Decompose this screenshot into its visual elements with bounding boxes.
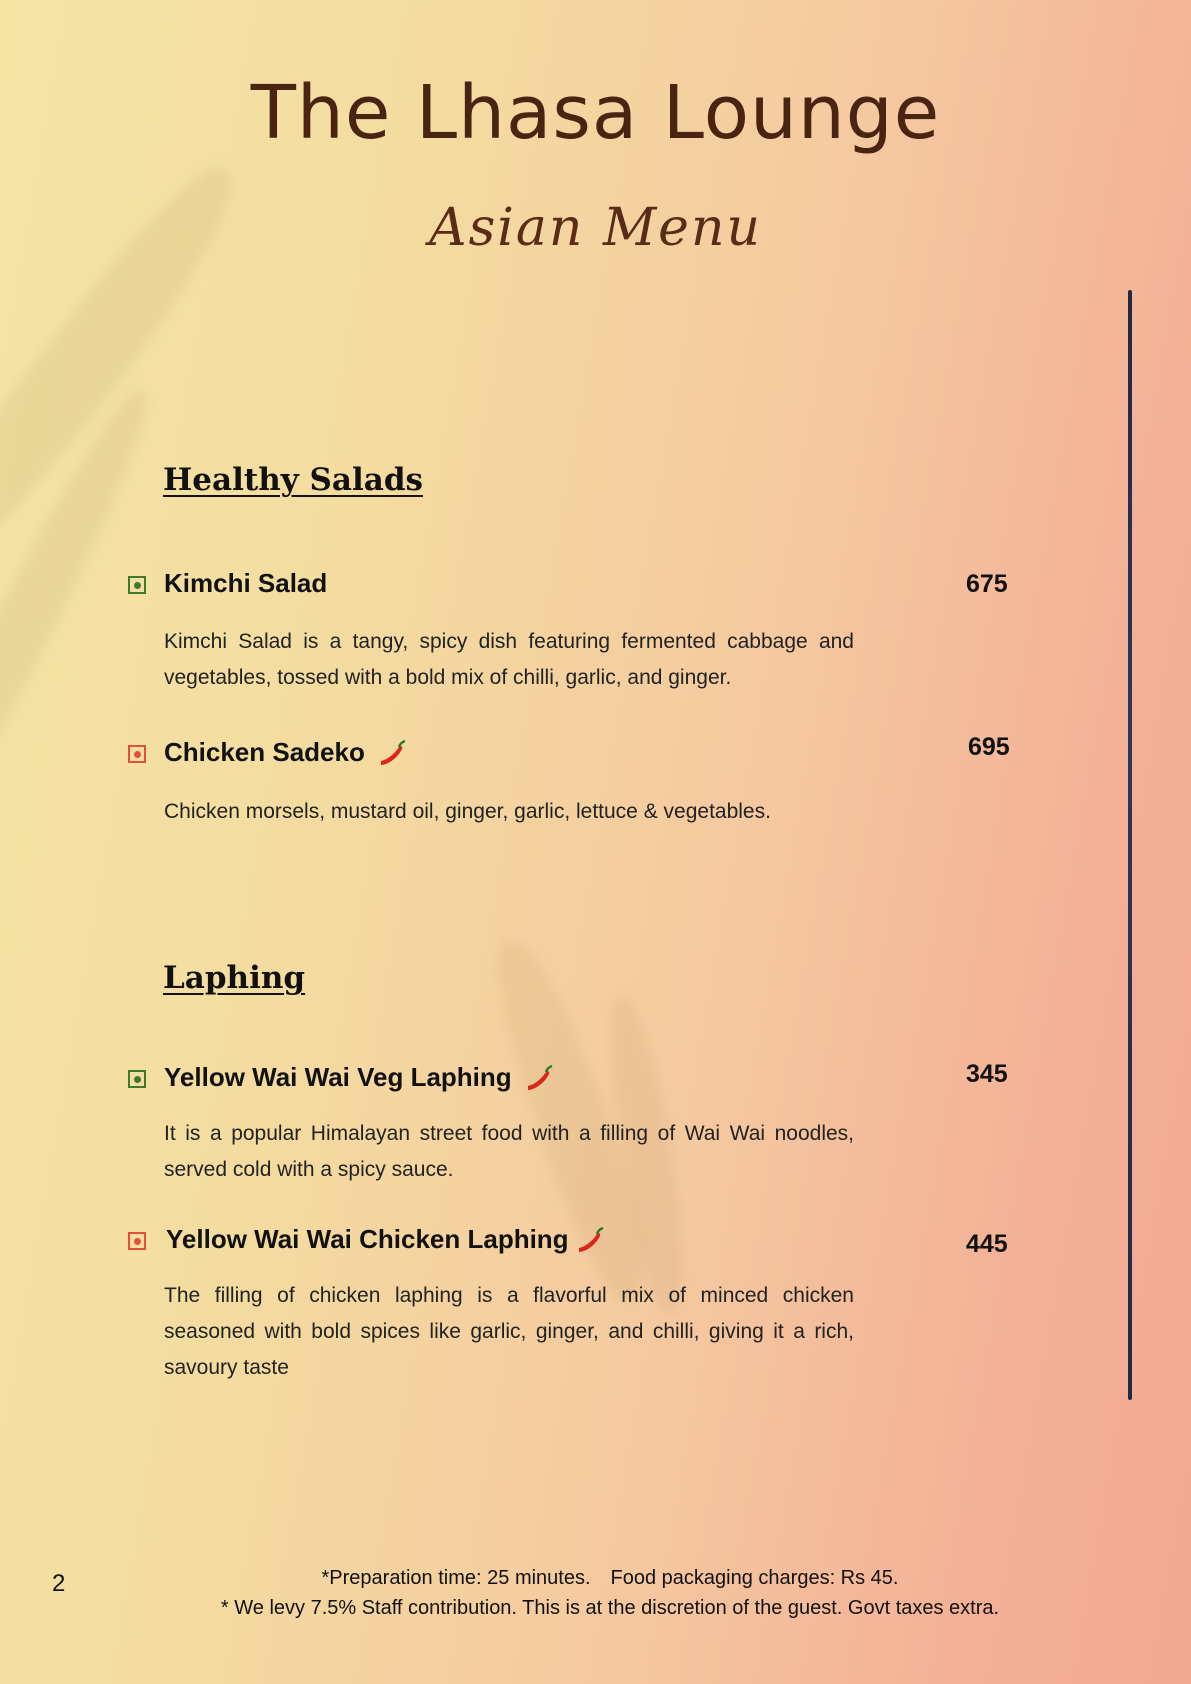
item-name: Yellow Wai Wai Chicken Laphing	[166, 1224, 607, 1256]
chili-pepper-icon	[375, 739, 409, 769]
section-heading-laphing: Laphing	[163, 960, 306, 996]
packaging-note: Food packaging charges: Rs 45.	[610, 1567, 899, 1589]
footer-notes	[160, 1563, 1060, 1623]
footer-line-1	[160, 1563, 1060, 1593]
item-price: 695	[968, 733, 1010, 761]
item-description: Kimchi Salad is a tangy, spicy dish featuring fermented cabbage and vegetables, tossed with a bold mix of chilli, garlic, and ginger.	[164, 630, 854, 689]
menu-item-kimchi-salad	[128, 568, 1028, 604]
item-name: Kimchi Salad	[164, 568, 328, 598]
non-veg-indicator-icon	[128, 745, 146, 763]
menu-subtitle: Asian Menu	[429, 198, 762, 258]
item-description: It is a popular Himalayan street food with a filling of Wai Wai noodles, served cold with a spicy sauce.	[164, 1122, 854, 1181]
section-heading-healthy-salads: Healthy Salads	[163, 462, 424, 498]
prep-time-note: *Preparation time: 25 minutes.	[321, 1567, 591, 1589]
chili-pepper-icon	[573, 1226, 607, 1256]
veg-indicator-icon	[128, 576, 146, 594]
non-veg-indicator-icon	[128, 1232, 146, 1250]
item-price: 675	[966, 570, 1008, 598]
item-name: Yellow Wai Wai Veg Laphing	[164, 1062, 556, 1094]
decorative-divider	[1128, 290, 1132, 1400]
item-price: 445	[966, 1230, 1008, 1258]
item-description: Chicken morsels, mustard oil, ginger, garlic, lettuce & vegetables.	[164, 800, 771, 823]
menu-item-chicken-laphing	[128, 1224, 1028, 1260]
veg-indicator-icon	[128, 1070, 146, 1088]
item-name: Chicken Sadeko	[164, 737, 409, 769]
restaurant-title: The Lhasa Lounge	[250, 70, 941, 156]
staff-contribution-note: * We levy 7.5% Staff contribution. This is at the discretion of the guest. Govt taxes extra.	[220, 1597, 1000, 1619]
item-price: 345	[966, 1060, 1008, 1088]
item-description: The filling of chicken laphing is a flavorful mix of minced chicken seasoned with bold spices like garlic, ginger, and chilli, giving it a rich, savoury taste	[164, 1284, 854, 1379]
menu-item-chicken-sadeko	[128, 737, 1028, 773]
chili-pepper-icon	[522, 1064, 556, 1094]
menu-item-veg-laphing	[128, 1062, 1028, 1098]
page-number: 2	[52, 1570, 66, 1597]
